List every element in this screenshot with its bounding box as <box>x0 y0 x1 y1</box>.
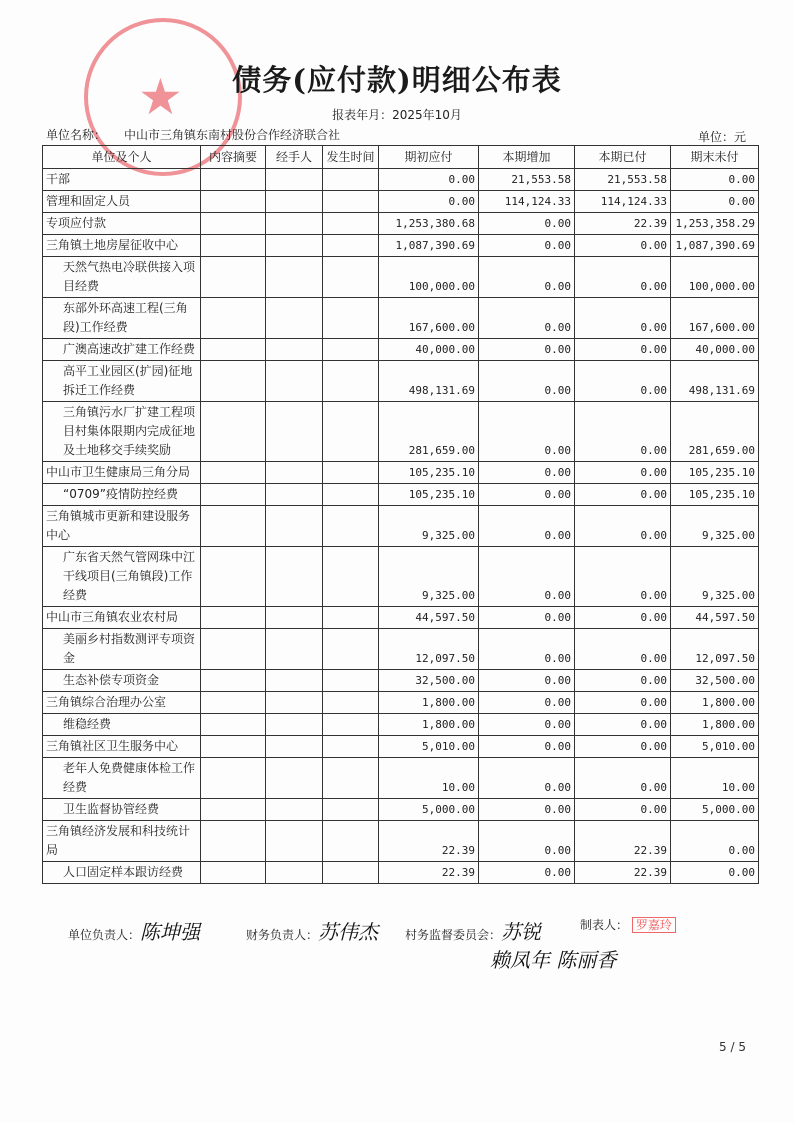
cell-increase: 0.00 <box>479 629 575 670</box>
empty-cell <box>201 547 266 607</box>
cell-paid: 21,553.58 <box>575 169 671 191</box>
column-header: 本期增加 <box>479 146 575 169</box>
cell-paid: 0.00 <box>575 361 671 402</box>
cell-paid: 0.00 <box>575 629 671 670</box>
cell-increase: 0.00 <box>479 361 575 402</box>
cell-increase: 0.00 <box>479 692 575 714</box>
cell-paid: 0.00 <box>575 339 671 361</box>
column-header: 期末未付 <box>671 146 759 169</box>
empty-cell <box>266 736 323 758</box>
cell-opening: 105,235.10 <box>379 484 479 506</box>
empty-cell <box>201 257 266 298</box>
empty-cell <box>323 506 379 547</box>
empty-cell <box>266 670 323 692</box>
table-row <box>43 799 759 821</box>
cell-increase: 0.00 <box>479 758 575 799</box>
empty-cell <box>323 862 379 884</box>
cell-closing: 281,659.00 <box>671 402 759 462</box>
empty-cell <box>323 607 379 629</box>
row-entity-name: 维稳经费 <box>43 714 201 736</box>
column-header: 内容摘要 <box>201 146 266 169</box>
finance-head-handwriting: 苏伟杰 <box>318 920 379 944</box>
cell-paid: 0.00 <box>575 670 671 692</box>
cell-opening: 32,500.00 <box>379 670 479 692</box>
row-entity-name: 三角镇污水厂扩建工程项目村集体限期内完成征地及土地移交手续奖励 <box>43 402 201 462</box>
empty-cell <box>201 607 266 629</box>
empty-cell <box>201 213 266 235</box>
empty-cell <box>201 339 266 361</box>
cell-opening: 12,097.50 <box>379 629 479 670</box>
cell-closing: 44,597.50 <box>671 607 759 629</box>
cell-increase: 0.00 <box>479 484 575 506</box>
cell-closing: 0.00 <box>671 191 759 213</box>
cell-increase: 0.00 <box>479 339 575 361</box>
empty-cell <box>266 506 323 547</box>
row-entity-name: 广东省天然气管网珠中江干线项目(三角镇段)工作经费 <box>43 547 201 607</box>
cell-closing: 167,600.00 <box>671 298 759 339</box>
empty-cell <box>201 692 266 714</box>
row-entity-name: 老年人免费健康体检工作经费 <box>43 758 201 799</box>
empty-cell <box>201 821 266 862</box>
unit-name-label: 单位名称： <box>46 128 107 142</box>
cell-increase: 0.00 <box>479 736 575 758</box>
table-row <box>43 547 759 607</box>
cell-opening: 1,800.00 <box>379 692 479 714</box>
cell-opening: 0.00 <box>379 191 479 213</box>
column-header: 期初应付 <box>379 146 479 169</box>
table-row <box>43 629 759 670</box>
empty-cell <box>266 361 323 402</box>
cell-paid: 0.00 <box>575 298 671 339</box>
table-row <box>43 714 759 736</box>
empty-cell <box>323 799 379 821</box>
empty-cell <box>323 169 379 191</box>
cell-opening: 9,325.00 <box>379 506 479 547</box>
empty-cell <box>266 714 323 736</box>
row-entity-name: 广澳高速改扩建工作经费 <box>43 339 201 361</box>
cell-closing: 498,131.69 <box>671 361 759 402</box>
empty-cell <box>201 402 266 462</box>
cell-paid: 22.39 <box>575 821 671 862</box>
empty-cell <box>323 547 379 607</box>
cell-closing: 1,800.00 <box>671 692 759 714</box>
empty-cell <box>323 191 379 213</box>
cell-closing: 40,000.00 <box>671 339 759 361</box>
empty-cell <box>323 402 379 462</box>
cell-increase: 0.00 <box>479 213 575 235</box>
unit-head-handwriting: 陈坤强 <box>140 920 201 944</box>
table-row <box>43 670 759 692</box>
empty-cell <box>323 821 379 862</box>
empty-cell <box>266 257 323 298</box>
row-entity-name: 美丽乡村指数测评专项资金 <box>43 629 201 670</box>
table-row <box>43 339 759 361</box>
cell-opening: 167,600.00 <box>379 298 479 339</box>
cell-opening: 1,253,380.68 <box>379 213 479 235</box>
row-entity-name: 中山市三角镇农业农村局 <box>43 607 201 629</box>
empty-cell <box>201 736 266 758</box>
empty-cell <box>323 462 379 484</box>
cell-increase: 0.00 <box>479 862 575 884</box>
table-row <box>43 235 759 257</box>
empty-cell <box>201 862 266 884</box>
cell-opening: 105,235.10 <box>379 462 479 484</box>
table-row <box>43 213 759 235</box>
cell-closing: 9,325.00 <box>671 547 759 607</box>
row-entity-name: 专项应付款 <box>43 213 201 235</box>
empty-cell <box>266 692 323 714</box>
empty-cell <box>201 484 266 506</box>
table-row <box>43 862 759 884</box>
cell-paid: 0.00 <box>575 799 671 821</box>
empty-cell <box>201 629 266 670</box>
cell-closing: 105,235.10 <box>671 462 759 484</box>
cell-paid: 0.00 <box>575 692 671 714</box>
cell-closing: 0.00 <box>671 821 759 862</box>
empty-cell <box>201 758 266 799</box>
empty-cell <box>323 213 379 235</box>
cell-paid: 0.00 <box>575 758 671 799</box>
empty-cell <box>266 862 323 884</box>
cell-closing: 12,097.50 <box>671 629 759 670</box>
table-row <box>43 402 759 462</box>
table-row <box>43 298 759 339</box>
empty-cell <box>201 169 266 191</box>
table-row <box>43 506 759 547</box>
table-row <box>43 821 759 862</box>
row-entity-name: 天然气热电冷联供接入项目经费 <box>43 257 201 298</box>
table-row <box>43 736 759 758</box>
cell-opening: 1,800.00 <box>379 714 479 736</box>
empty-cell <box>323 629 379 670</box>
cell-opening: 9,325.00 <box>379 547 479 607</box>
cell-paid: 0.00 <box>575 607 671 629</box>
row-entity-name: 生态补偿专项资金 <box>43 670 201 692</box>
report-period: 报表年月：2025年10月 <box>332 108 462 122</box>
unit-name-value: 中山市三角镇东南村股份合作经济联合社 <box>124 128 341 142</box>
unit-head-signature <box>68 916 200 945</box>
empty-cell <box>323 714 379 736</box>
empty-cell <box>266 484 323 506</box>
cell-paid: 114,124.33 <box>575 191 671 213</box>
cell-opening: 10.00 <box>379 758 479 799</box>
row-entity-name: “0709”疫情防控经费 <box>43 484 201 506</box>
cell-opening: 498,131.69 <box>379 361 479 402</box>
row-entity-name: 中山市卫生健康局三角分局 <box>43 462 201 484</box>
cell-opening: 40,000.00 <box>379 339 479 361</box>
empty-cell <box>266 402 323 462</box>
table-row <box>43 758 759 799</box>
empty-cell <box>201 714 266 736</box>
empty-cell <box>201 191 266 213</box>
table-row <box>43 191 759 213</box>
preparer-stamp: 罗嘉玲 <box>632 917 676 933</box>
cell-increase: 0.00 <box>479 547 575 607</box>
empty-cell <box>323 298 379 339</box>
empty-cell <box>266 547 323 607</box>
empty-cell <box>201 462 266 484</box>
empty-cell <box>266 169 323 191</box>
unit-name <box>46 126 340 143</box>
supervision-handwriting: 苏锐 <box>501 920 542 944</box>
cell-paid: 0.00 <box>575 547 671 607</box>
cell-opening: 0.00 <box>379 169 479 191</box>
empty-cell <box>266 629 323 670</box>
empty-cell <box>323 670 379 692</box>
table-header <box>43 146 759 169</box>
empty-cell <box>201 361 266 402</box>
cell-increase: 0.00 <box>479 670 575 692</box>
cell-opening: 5,010.00 <box>379 736 479 758</box>
empty-cell <box>266 821 323 862</box>
empty-cell <box>266 235 323 257</box>
cell-closing: 1,253,358.29 <box>671 213 759 235</box>
supervision-label: 村务监督委员会： <box>405 928 502 942</box>
table-row <box>43 462 759 484</box>
debt-table <box>42 145 759 884</box>
column-header: 本期已付 <box>575 146 671 169</box>
empty-cell <box>323 484 379 506</box>
empty-cell <box>266 607 323 629</box>
cell-closing: 1,087,390.69 <box>671 235 759 257</box>
empty-cell <box>323 758 379 799</box>
row-entity-name: 三角镇城市更新和建设服务中心 <box>43 506 201 547</box>
empty-cell <box>266 758 323 799</box>
cell-increase: 21,553.58 <box>479 169 575 191</box>
cell-increase: 0.00 <box>479 607 575 629</box>
empty-cell <box>201 298 266 339</box>
cell-increase: 0.00 <box>479 506 575 547</box>
empty-cell <box>323 361 379 402</box>
cell-increase: 0.00 <box>479 714 575 736</box>
cell-increase: 0.00 <box>479 462 575 484</box>
row-entity-name: 人口固定样本跟访经费 <box>43 862 201 884</box>
cell-paid: 0.00 <box>575 402 671 462</box>
empty-cell <box>323 692 379 714</box>
column-header: 经手人 <box>266 146 323 169</box>
cell-increase: 0.00 <box>479 402 575 462</box>
seal-star-icon: ★ <box>138 68 183 126</box>
column-header: 单位及个人 <box>43 146 201 169</box>
column-header: 发生时间 <box>323 146 379 169</box>
cell-closing: 5,000.00 <box>671 799 759 821</box>
cell-paid: 0.00 <box>575 484 671 506</box>
empty-cell <box>201 506 266 547</box>
cell-opening: 44,597.50 <box>379 607 479 629</box>
cell-closing: 32,500.00 <box>671 670 759 692</box>
table-row <box>43 257 759 298</box>
cell-closing: 1,800.00 <box>671 714 759 736</box>
supervision-signature <box>405 916 541 945</box>
cell-opening: 5,000.00 <box>379 799 479 821</box>
empty-cell <box>266 799 323 821</box>
empty-cell <box>323 257 379 298</box>
cell-closing: 0.00 <box>671 862 759 884</box>
cell-paid: 0.00 <box>575 714 671 736</box>
empty-cell <box>266 298 323 339</box>
cell-paid: 0.00 <box>575 506 671 547</box>
empty-cell <box>201 235 266 257</box>
empty-cell <box>323 235 379 257</box>
cell-opening: 22.39 <box>379 862 479 884</box>
finance-head-signature <box>246 916 378 945</box>
cell-closing: 10.00 <box>671 758 759 799</box>
cell-increase: 114,124.33 <box>479 191 575 213</box>
cell-opening: 1,087,390.69 <box>379 235 479 257</box>
page-title: 债务(应付款)明细公布表 <box>232 63 562 97</box>
cell-closing: 105,235.10 <box>671 484 759 506</box>
preparer-signature <box>580 916 676 933</box>
row-entity-name: 三角镇社区卫生服务中心 <box>43 736 201 758</box>
empty-cell <box>323 339 379 361</box>
empty-cell <box>323 736 379 758</box>
cell-paid: 22.39 <box>575 213 671 235</box>
row-entity-name: 高平工业园区(扩园)征地拆迁工作经费 <box>43 361 201 402</box>
page-number: 5 / 5 <box>719 1040 746 1054</box>
cell-increase: 0.00 <box>479 298 575 339</box>
empty-cell <box>266 339 323 361</box>
empty-cell <box>266 213 323 235</box>
cell-closing: 0.00 <box>671 169 759 191</box>
empty-cell <box>266 462 323 484</box>
cell-increase: 0.00 <box>479 257 575 298</box>
cell-closing: 5,010.00 <box>671 736 759 758</box>
cell-increase: 0.00 <box>479 821 575 862</box>
cell-opening: 22.39 <box>379 821 479 862</box>
cell-increase: 0.00 <box>479 235 575 257</box>
row-entity-name: 东部外环高速工程(三角段)工作经费 <box>43 298 201 339</box>
currency-unit: 单位：元 <box>697 130 746 144</box>
table-row <box>43 607 759 629</box>
row-entity-name: 三角镇经济发展和科技统计局 <box>43 821 201 862</box>
cell-closing: 100,000.00 <box>671 257 759 298</box>
table-row <box>43 169 759 191</box>
finance-head-label: 财务负责人： <box>246 928 319 942</box>
empty-cell <box>201 799 266 821</box>
cell-opening: 281,659.00 <box>379 402 479 462</box>
cell-opening: 100,000.00 <box>379 257 479 298</box>
table-row <box>43 484 759 506</box>
cell-paid: 22.39 <box>575 862 671 884</box>
cell-paid: 0.00 <box>575 257 671 298</box>
cell-paid: 0.00 <box>575 736 671 758</box>
row-entity-name: 干部 <box>43 169 201 191</box>
cell-paid: 0.00 <box>575 235 671 257</box>
row-entity-name: 三角镇综合治理办公室 <box>43 692 201 714</box>
cell-closing: 9,325.00 <box>671 506 759 547</box>
supervision-handwriting-2: 赖凤年 陈丽香 <box>490 948 617 972</box>
row-entity-name: 卫生监督协管经费 <box>43 799 201 821</box>
preparer-label: 制表人： <box>580 918 629 932</box>
unit-head-label: 单位负责人： <box>68 928 141 942</box>
row-entity-name: 管理和固定人员 <box>43 191 201 213</box>
cell-increase: 0.00 <box>479 799 575 821</box>
cell-paid: 0.00 <box>575 462 671 484</box>
table-row <box>43 692 759 714</box>
row-entity-name: 三角镇土地房屋征收中心 <box>43 235 201 257</box>
empty-cell <box>201 670 266 692</box>
table-row <box>43 361 759 402</box>
empty-cell <box>266 191 323 213</box>
